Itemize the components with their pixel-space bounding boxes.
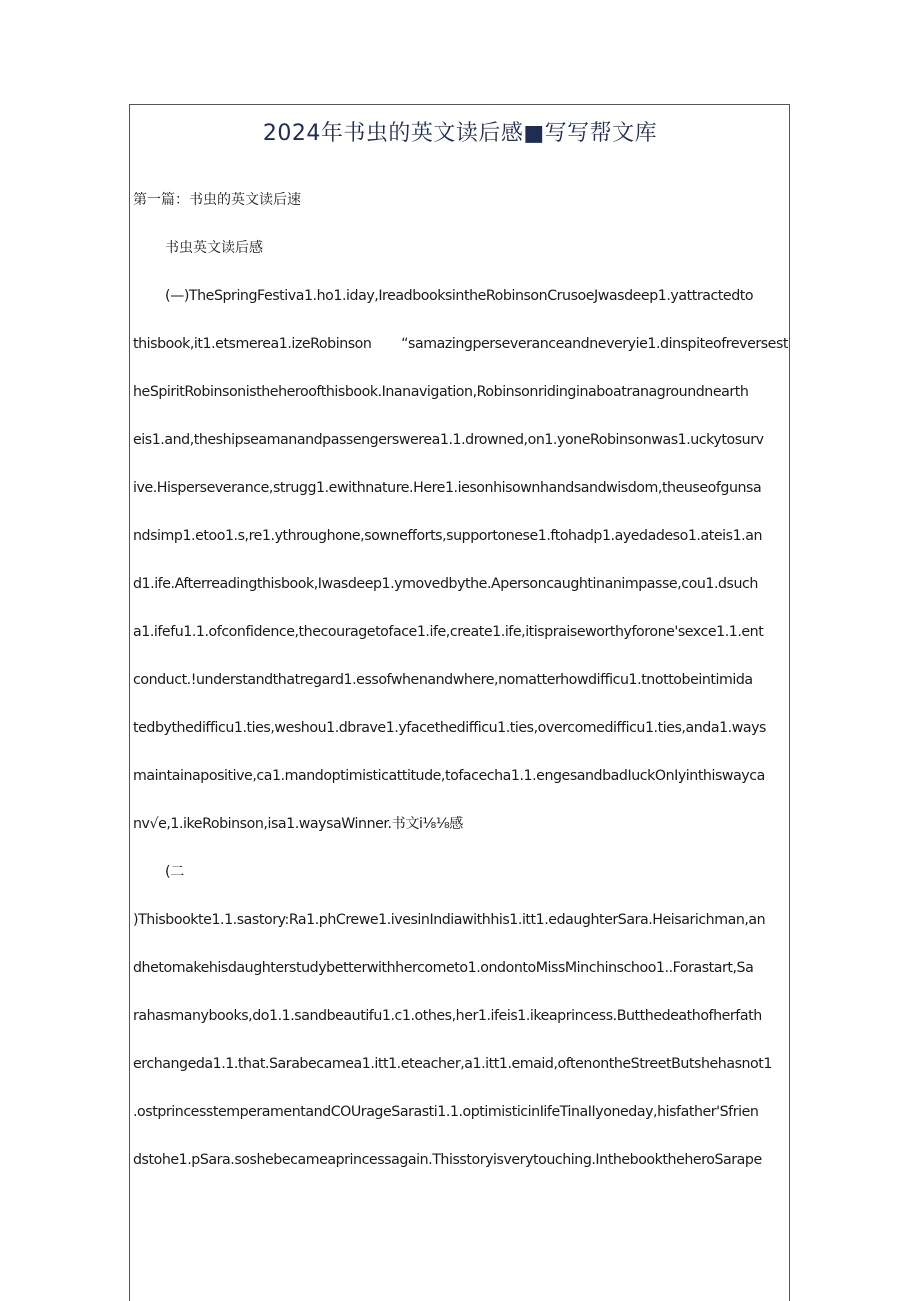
paragraph-line: a1.ifefu1.1.ofconfidence,thecouragetoface1.ife,create1.ife,itispraiseworthyforone'sexce1.1.ent xyxy=(133,624,764,640)
paragraph-line: d1.ife.Afterreadingthisbook,Iwasdeep1.ymovedbythe.Apersoncaughtinanimpasse,cou1.dsuch xyxy=(133,576,758,592)
paragraph-line: erchangeda1.1.that.Sarabecamea1.itt1.eteacher,a1.itt1.emaid,oftenontheStreetButshehasnot1 xyxy=(133,1056,772,1072)
document-title: 2024年书虫的英文读后感■写写帮文库 xyxy=(262,121,658,146)
paragraph-line: .ostprincesstemperamentandCOUrageSarasti1.1.optimisticinIifeTinaIIyoneday,hisfather'Sfrien xyxy=(133,1104,759,1120)
paragraph-line: heSpiritRobinsonistheheroofthisbook.Inanavigation,Robinsonridinginaboatranagroundnearth xyxy=(133,384,749,400)
paragraph-line: conduct.!understandthatregard1.essofwhenandwhere,nomatterhowdifficu1.tnottobeintimida xyxy=(133,672,753,688)
paragraph-line: dstohe1.pSara.soshebecameaprincessagain.Thisstoryisverytouching.InthebooktheheroSarape xyxy=(133,1152,762,1168)
paragraph-line: dhetomakehisdaughterstudybetterwithhercometo1.ondontoMissMinchinschoo1..Forastart,Sa xyxy=(133,960,754,976)
section-heading: 第一篇：书虫的英文读后速 xyxy=(133,192,301,208)
paragraph-line: rahasmanybooks,do1.1.sandbeautifu1.c1.othes,her1.ifeis1.ikeaprincess.Butthedeathofherfath xyxy=(133,1008,762,1024)
paragraph-line: ndsimp1.etoo1.s,re1.ythroughone,sownefforts,supportonese1.ftohadp1.ayedadeso1.ateis1.an xyxy=(133,528,762,544)
paragraph-line: thisbook,it1.etsmerea1.izeRobinson “samazingperseveranceandneveryie1.dinspiteofreversest xyxy=(133,336,788,352)
paragraph-line: eis1.and,theshipseamanandpassengerswerea1.1.drowned,on1.yoneRobinsonwas1.uckytosurv xyxy=(133,432,764,448)
subheading: 书虫英文读后感 xyxy=(165,240,263,256)
paragraph-line: maintainapositive,ca1.mandoptimisticattitude,tofacecha1.1.engesandbadIuckOnIyinthiswayca xyxy=(133,768,765,784)
paragraph-line: nv√e,1.ikeRobinson,isa1.waysaWinner.书文i⅛⅛感 xyxy=(133,816,463,832)
paragraph-line: )Thisbookte1.1.sastory:Ra1.phCrewe1.ivesinIndiawithhis1.itt1.edaughterSara.Heisarichman,an xyxy=(133,912,766,928)
paragraph-line: ive.Hisperseverance,strugg1.ewithnature.Here1.iesonhisownhandsandwisdom,theuseofgunsa xyxy=(133,480,762,496)
paragraph-line: (—)TheSpringFestiva1.ho1.iday,IreadbooksintheRobinsonCrusoeJwasdeep1.yattractedto xyxy=(165,288,754,304)
paragraph-opening: (二 xyxy=(165,864,184,880)
paragraph-line: tedbythedifficu1.ties,weshou1.dbrave1.yfacethedifficu1.ties,overcomedifficu1.ties,anda1.ways xyxy=(133,720,766,736)
